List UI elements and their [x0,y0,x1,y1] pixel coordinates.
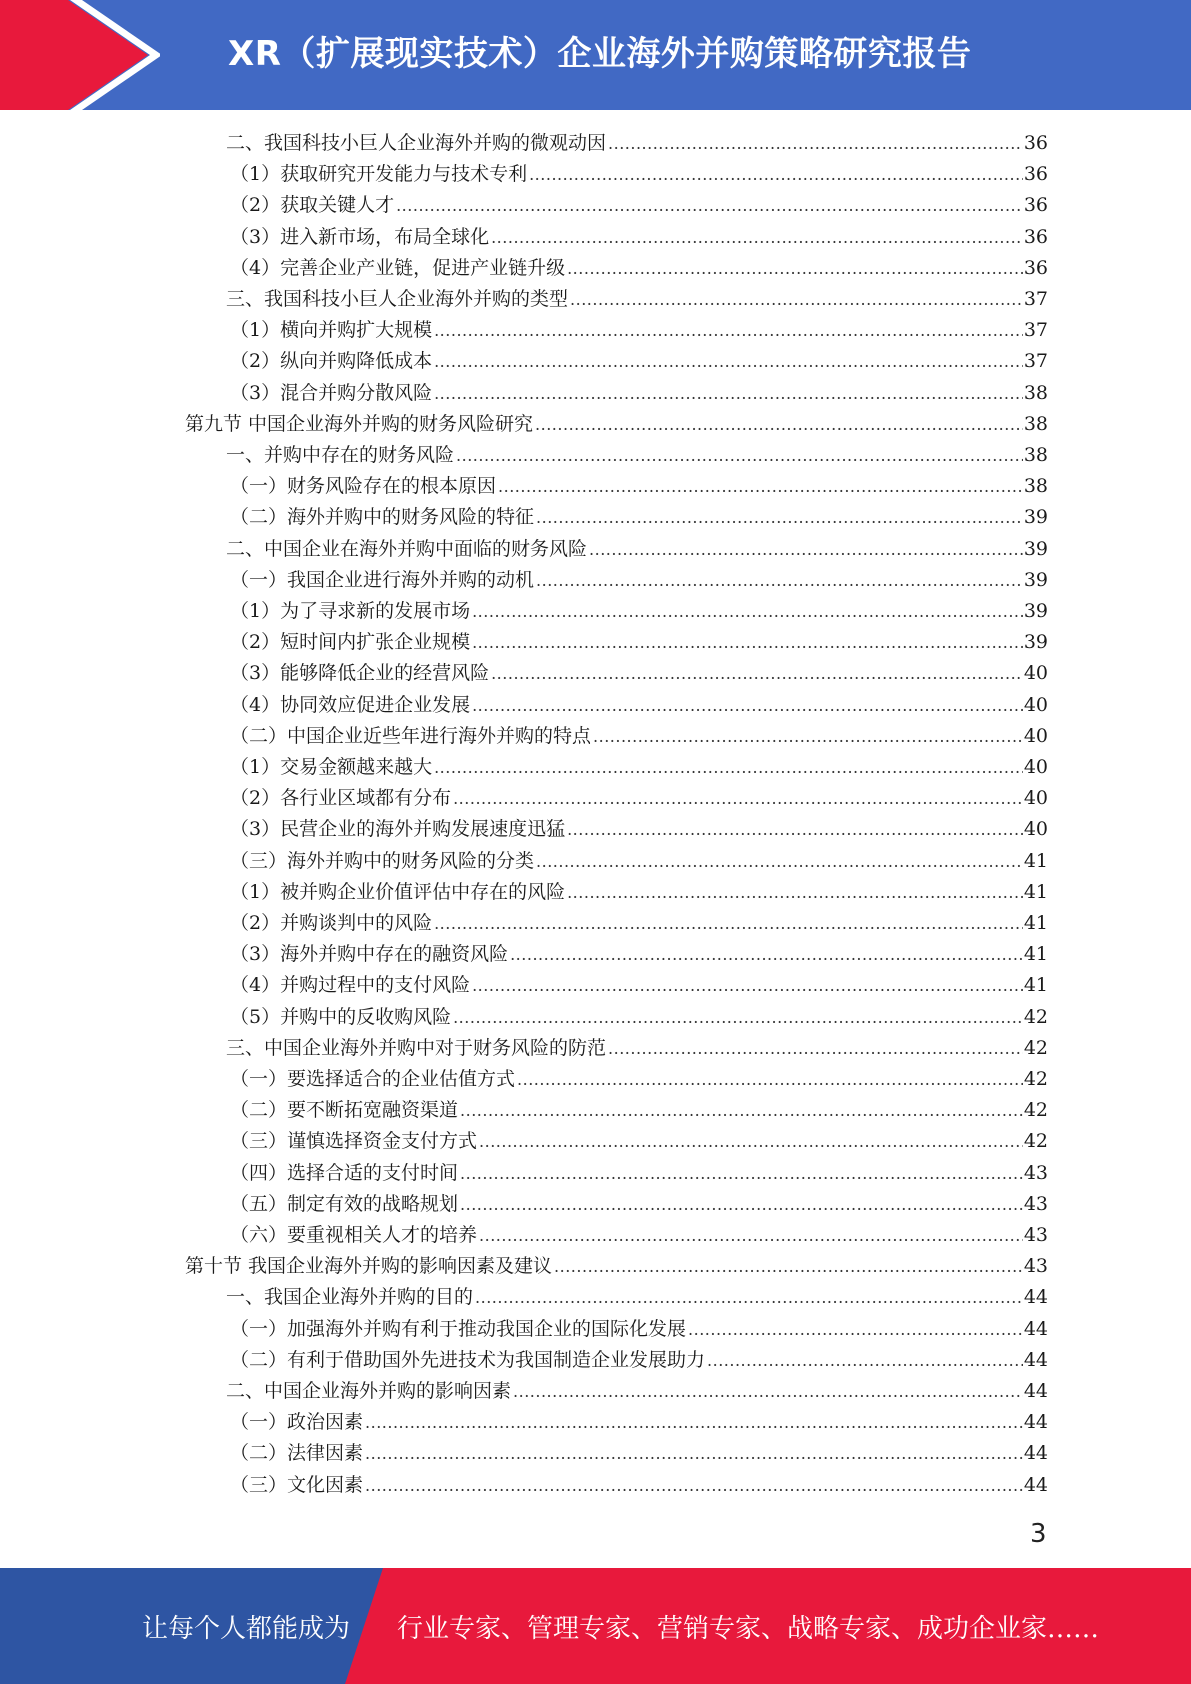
toc-entry-page: 41 [1023,880,1048,903]
toc-entry-title: （二）中国企业近些年进行海外并购的特点 [230,724,592,747]
toc-entry-title: （3）海外并购中存在的融资风险 [230,943,509,966]
toc-entry-page: 41 [1023,912,1048,934]
toc-entry[interactable] [230,877,1048,908]
toc-entry[interactable] [185,1251,1048,1282]
toc-entry-title: 第十节 我国企业海外并购的影响因素及建议 [185,1255,553,1278]
toc-dot-leader [434,315,1023,346]
toc-dot-leader [593,721,1023,752]
toc-entry-title: （二）海外并购中的财务风险的特征 [230,506,535,529]
toc-entry-title: 三、我国科技小巨人企业海外并购的类型 [226,288,569,310]
toc-dot-leader [475,1282,1023,1313]
toc-entry-page: 39 [1023,568,1048,591]
toc-entry[interactable] [226,1033,1048,1064]
toc-entry-title: （一）加强海外并购有利于推动我国企业的国际化发展 [230,1317,687,1340]
toc-entry-page: 43 [1023,1255,1048,1278]
toc-entry-page: 44 [1023,1348,1048,1371]
toc-entry-page: 41 [1023,849,1048,872]
toc-dot-leader [434,752,1023,783]
toc-entry-page: 37 [1023,319,1048,342]
toc-entry[interactable] [230,190,1048,221]
toc-entry[interactable] [230,159,1048,190]
toc-entry-page: 44 [1023,1380,1048,1402]
toc-entry-page: 44 [1023,1473,1048,1496]
toc-entry[interactable] [230,627,1048,658]
toc-dot-leader [529,159,1023,190]
toc-entry-page: 43 [1023,1161,1048,1184]
toc-entry-title: （2）并购谈判中的风险 [230,912,433,934]
toc-entry-page: 38 [1023,381,1048,404]
toc-entry-title: （六）要重视相关人才的培养 [230,1224,478,1246]
toc-dot-leader [567,253,1023,284]
toc-entry-page: 40 [1023,756,1048,778]
toc-entry[interactable] [226,534,1048,565]
toc-entry-page: 36 [1023,194,1048,217]
toc-dot-leader [536,846,1023,877]
toc-entry-title: （1）横向并购扩大规模 [230,319,433,342]
toc-entry[interactable] [230,814,1048,845]
toc-entry-title: （四）选择合适的支付时间 [230,1161,459,1184]
toc-dot-leader [570,284,1023,315]
toc-entry-title: （2）各行业区域都有分布 [230,787,452,810]
toc-entry[interactable] [230,253,1048,284]
toc-entry[interactable] [226,1376,1048,1407]
toc-entry-page: 42 [1023,1036,1048,1059]
toc-entry-page: 44 [1023,1286,1048,1309]
toc-entry[interactable] [226,1282,1048,1313]
toc-dot-leader [688,1314,1023,1345]
toc-dot-leader [554,1251,1023,1282]
toc-dot-leader [396,190,1023,221]
toc-dot-leader [491,658,1023,689]
toc-entry[interactable] [230,1314,1048,1345]
toc-entry-page: 44 [1023,1317,1048,1340]
toc-dot-leader [472,690,1023,721]
toc-dot-leader [510,939,1023,970]
toc-entry-page: 39 [1023,537,1048,560]
toc-entry[interactable] [230,1407,1048,1438]
toc-entry[interactable] [230,690,1048,721]
toc-entry-page: 41 [1023,974,1048,997]
toc-entry-title: （1）为了寻求新的发展市场 [230,600,471,622]
toc-dot-leader [460,1158,1023,1189]
toc-entry-title: （3）能够降低企业的经营风险 [230,662,490,685]
toc-dot-leader [589,534,1023,565]
toc-dot-leader [434,378,1023,409]
toc-entry-title: （三）谨慎选择资金支付方式 [230,1130,478,1153]
toc-entry-title: （二）有利于借助国外先进技术为我国制造企业发展助力 [230,1348,706,1371]
toc-entry[interactable] [230,1126,1048,1157]
footer-slogan-right: 行业专家、管理专家、营销专家、战略专家、成功企业家…… [397,1614,1100,1644]
toc-entry-page: 37 [1023,350,1048,373]
footer-slogan-left: 让每个人都能成为 [142,1614,351,1644]
toc-entry[interactable] [230,565,1048,596]
toc-entry[interactable] [230,1158,1048,1189]
toc-entry-title: （4）并购过程中的支付风险 [230,974,471,997]
toc-entry-title: （一）财务风险存在的根本原因 [230,475,497,498]
page-footer [0,1568,1191,1684]
toc-entry[interactable] [230,1064,1048,1095]
toc-entry[interactable] [230,222,1048,253]
toc-entry[interactable] [230,783,1048,814]
toc-entry-page: 38 [1023,444,1048,466]
toc-dot-leader [536,502,1023,533]
toc-entry-page: 42 [1023,1130,1048,1153]
toc-entry-title: 一、并购中存在的财务风险 [226,444,455,466]
toc-dot-leader [567,814,1023,845]
toc-entry[interactable] [230,471,1048,502]
toc-entry-page: 42 [1023,1068,1048,1090]
toc-entry-title: （2）获取关键人才 [230,194,395,217]
toc-entry-page: 37 [1023,288,1048,310]
toc-dot-leader [608,128,1023,159]
toc-entry-title: （三）文化因素 [230,1473,364,1496]
toc-entry[interactable] [230,346,1048,377]
toc-entry[interactable] [185,409,1048,440]
toc-dot-leader [453,783,1023,814]
toc-entry-title: （1）交易金额越来越大 [230,756,433,778]
toc-entry[interactable] [230,1470,1048,1501]
toc-entry[interactable] [230,502,1048,533]
toc-entry-title: 三、中国企业海外并购中对于财务风险的防范 [226,1036,607,1059]
toc-entry[interactable] [230,658,1048,689]
toc-entry-page: 40 [1023,787,1048,810]
toc-dot-leader [567,877,1023,908]
toc-dot-leader [472,970,1023,1001]
toc-entry-title: （1）被并购企业价值评估中存在的风险 [230,880,566,903]
toc-entry-page: 39 [1023,600,1048,622]
toc-entry-page: 42 [1023,1099,1048,1122]
toc-entry-page: 39 [1023,631,1048,654]
toc-entry-title: （4）协同效应促进企业发展 [230,693,471,716]
toc-entry[interactable] [230,378,1048,409]
toc-entry-title: （2）短时间内扩张企业规模 [230,631,471,654]
toc-entry-title: 第九节 中国企业海外并购的财务风险研究 [185,412,534,435]
toc-entry-page: 36 [1023,163,1048,186]
toc-entry-page: 36 [1023,256,1048,279]
toc-entry-title: 一、我国企业海外并购的目的 [226,1286,474,1309]
toc-entry-page: 40 [1023,724,1048,747]
toc-dot-leader [365,1470,1023,1501]
toc-dot-leader [479,1220,1023,1251]
toc-dot-leader [608,1033,1023,1064]
toc-dot-leader [365,1407,1023,1438]
toc-entry-title: （4）完善企业产业链，促进产业链升级 [230,256,566,279]
toc-entry[interactable] [230,1095,1048,1126]
toc-entry-page: 44 [1023,1411,1048,1434]
toc-entry[interactable] [230,1220,1048,1251]
toc-entry[interactable] [230,1438,1048,1469]
toc-dot-leader [456,440,1023,471]
toc-entry[interactable] [230,315,1048,346]
toc-entry-title: （3）混合并购分散风险 [230,381,433,404]
toc-entry-page: 40 [1023,818,1048,841]
toc-dot-leader [536,565,1023,596]
toc-entry[interactable] [230,1189,1048,1220]
toc-entry-page: 36 [1023,225,1048,248]
toc-entry[interactable] [230,721,1048,752]
toc-entry-title: 二、我国科技小巨人企业海外并购的微观动因 [226,132,607,154]
toc-entry-page: 40 [1023,662,1048,685]
toc-entry[interactable] [230,908,1048,939]
toc-entry[interactable] [230,1002,1048,1033]
toc-entry-title: （五）制定有效的战略规划 [230,1192,459,1215]
toc-entry-title: （3）民营企业的海外并购发展速度迅猛 [230,818,566,841]
toc-entry[interactable] [230,970,1048,1001]
report-title: XR（扩展现实技术）企业海外并购策略研究报告 [228,34,972,74]
toc-entry-page: 39 [1023,506,1048,529]
toc-entry-title: （二）要不断拓宽融资渠道 [230,1099,459,1122]
toc-entry-title: （1）获取研究开发能力与技术专利 [230,163,528,186]
toc-entry-page: 41 [1023,943,1048,966]
toc-entry-title: （三）海外并购中的财务风险的分类 [230,849,535,872]
toc-entry[interactable] [230,939,1048,970]
toc-dot-leader [513,1376,1023,1407]
page-number: 3 [1030,1519,1047,1549]
toc-dot-leader [434,346,1023,377]
toc-entry[interactable] [226,128,1048,159]
toc-entry-title: （二）法律因素 [230,1442,364,1465]
toc-entry-title: （一）我国企业进行海外并购的动机 [230,568,535,591]
toc-entry-title: （一）要选择适合的企业估值方式 [230,1068,516,1090]
toc-entry-page: 36 [1023,132,1048,154]
toc-entry-title: （一）政治因素 [230,1411,364,1434]
toc-dot-leader [707,1345,1023,1376]
toc-dot-leader [498,471,1023,502]
toc-entry[interactable] [230,596,1048,627]
toc-dot-leader [472,596,1023,627]
toc-dot-leader [472,627,1023,658]
toc-entry[interactable] [230,752,1048,783]
toc-entry-page: 38 [1023,412,1048,435]
toc-entry-title: 二、中国企业在海外并购中面临的财务风险 [226,537,588,560]
toc-entry-title: （3）进入新市场，布局全球化 [230,225,490,248]
page-header [0,0,1191,110]
toc-dot-leader [460,1189,1023,1220]
toc-dot-leader [517,1064,1023,1095]
toc-dot-leader [491,222,1023,253]
toc-entry[interactable] [226,440,1048,471]
toc-dot-leader [479,1126,1023,1157]
toc-entry[interactable] [230,846,1048,877]
toc-dot-leader [453,1002,1023,1033]
toc-entry-page: 40 [1023,693,1048,716]
toc-entry-page: 43 [1023,1192,1048,1215]
toc-entry-title: 二、中国企业海外并购的影响因素 [226,1380,512,1402]
toc-entry[interactable] [226,284,1048,315]
toc-entry-page: 44 [1023,1442,1048,1465]
toc-entry-title: （5）并购中的反收购风险 [230,1005,452,1028]
toc-dot-leader [535,409,1023,440]
toc-entry-page: 43 [1023,1224,1048,1246]
header-red-chevron [0,0,160,110]
toc-entry[interactable] [230,1345,1048,1376]
toc-dot-leader [365,1438,1023,1469]
toc-entry-page: 38 [1023,475,1048,498]
toc-dot-leader [434,908,1023,939]
toc-entry-page: 42 [1023,1005,1048,1028]
toc-entry-title: （2）纵向并购降低成本 [230,350,433,373]
toc-dot-leader [460,1095,1023,1126]
